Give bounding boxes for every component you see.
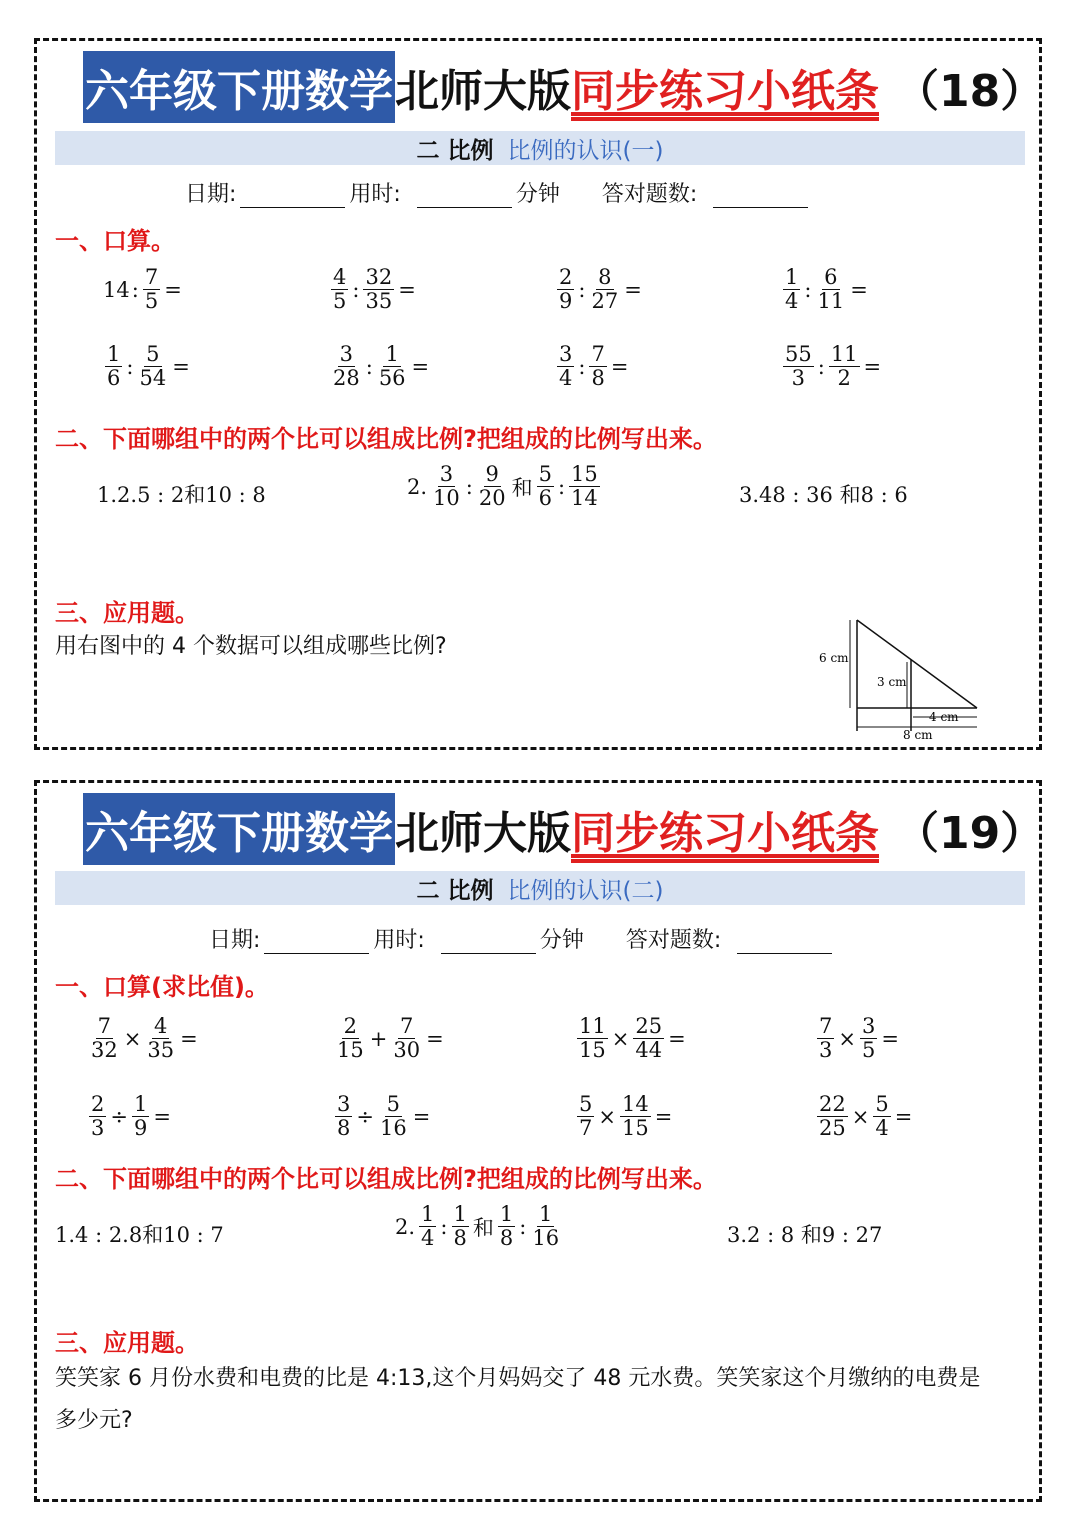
section-3-heading: 三、应用题。 — [55, 1329, 199, 1357]
operator: = — [610, 354, 629, 379]
date-blank[interactable] — [240, 185, 345, 208]
calc-problem — [815, 1093, 914, 1140]
fraction: $\frac{3}{4}$ — [559, 342, 573, 391]
time-label: 用时: — [349, 182, 401, 207]
fraction: $\frac{1}{6}$ — [107, 342, 121, 391]
correct-label: 答对题数: — [625, 928, 722, 953]
operator: : — [131, 277, 139, 302]
fraction: $\frac{1}{16}$ — [532, 1202, 560, 1251]
operator: = — [411, 354, 430, 379]
fraction: $\frac{1}{9}$ — [133, 1092, 148, 1141]
operator: : — [557, 474, 566, 499]
fraction: $\frac{1}{56}$ — [378, 342, 406, 391]
calc-problem — [329, 266, 418, 313]
calc-problem — [329, 343, 431, 390]
calc-problem — [575, 1015, 688, 1062]
operator: : — [519, 1214, 527, 1239]
ratio-item-2 — [405, 463, 602, 510]
calc-problem — [333, 1093, 432, 1140]
fraction: $\frac{3}{10}$ — [433, 462, 460, 511]
ratio-item-3: 3.48 : 36 和8 : 6 — [739, 483, 908, 507]
unit-label: 二 比例 — [416, 137, 494, 164]
operator: : — [440, 1214, 448, 1239]
operator: × — [611, 1026, 630, 1051]
operator: : — [465, 474, 473, 499]
operator: = — [850, 277, 868, 302]
operator: × — [838, 1026, 856, 1051]
fraction: $\frac{32}{35}$ — [365, 265, 393, 314]
ratio-item-1: 1.4 : 2.8和10 : 7 — [55, 1223, 224, 1247]
operator: : — [126, 354, 134, 379]
operator: = — [654, 1104, 673, 1129]
section-2-heading: 二、下面哪组中的两个比可以组成比例?把组成的比例写出来。 — [55, 1165, 717, 1193]
operator: = — [624, 277, 642, 302]
correct-blank[interactable] — [713, 185, 808, 208]
ratio-item-2 — [393, 1203, 563, 1250]
worksheet-card-18 — [34, 38, 1045, 750]
operator: × — [851, 1104, 870, 1129]
fraction: $\frac{4}{35}$ — [147, 1014, 175, 1063]
operator: : — [365, 354, 373, 379]
figure-label-4cm: 4 cm — [929, 710, 959, 724]
fraction: $\frac{7}{30}$ — [393, 1014, 421, 1063]
fraction: $\frac{14}{15}$ — [621, 1092, 649, 1141]
fraction: $\frac{22}{25}$ — [819, 1092, 846, 1141]
operator: : — [352, 277, 360, 302]
lesson-band — [55, 871, 1025, 905]
calc-problem — [87, 1093, 173, 1140]
operator: 2. — [407, 474, 428, 499]
fraction: $\frac{15}{14}$ — [571, 462, 598, 511]
operator: ÷ — [356, 1104, 374, 1129]
ratio-item-3: 3.2 : 8 和9 : 27 — [727, 1223, 883, 1247]
fraction: $\frac{2}{3}$ — [91, 1092, 105, 1141]
calc-problem — [103, 266, 184, 313]
operator: = — [172, 354, 190, 379]
fraction: $\frac{7}{8}$ — [591, 342, 605, 391]
operator: = — [668, 1026, 686, 1051]
triangle-figure — [817, 616, 997, 746]
fraction: $\frac{2}{9}$ — [559, 265, 573, 314]
operator: × — [123, 1026, 142, 1051]
worksheet-card-19 — [34, 780, 1045, 1502]
fraction: $\frac{25}{44}$ — [635, 1014, 663, 1063]
operator: 和 — [472, 1215, 494, 1240]
calc-problem — [333, 1015, 446, 1062]
correct-label: 答对题数: — [601, 182, 698, 207]
minutes-label: 分钟 — [539, 928, 584, 953]
operator: = — [398, 277, 416, 302]
fraction: $\frac{11}{15}$ — [579, 1014, 606, 1063]
calc-problem — [575, 1093, 674, 1140]
operator: = — [180, 1026, 198, 1051]
title-number: （19） — [895, 808, 1045, 859]
fraction: $\frac{7}{5}$ — [144, 265, 159, 314]
time-blank[interactable] — [441, 931, 536, 954]
operator: = — [881, 1026, 899, 1051]
fraction: $\frac{1}{8}$ — [499, 1202, 514, 1251]
fraction: $\frac{5}{16}$ — [379, 1092, 407, 1141]
fraction: $\frac{5}{7}$ — [579, 1092, 593, 1141]
operator: : — [804, 277, 812, 302]
calc-problem — [555, 343, 630, 390]
correct-blank[interactable] — [737, 931, 832, 954]
title-edition: 北师大版 — [395, 66, 571, 117]
unit-label: 二 比例 — [416, 877, 494, 904]
worksheet-title — [83, 793, 1044, 865]
title-series: 同步练习小纸条 — [571, 66, 879, 117]
section-1-heading: 一、口算(求比值)。 — [55, 973, 269, 1001]
operator: = — [153, 1104, 171, 1129]
fraction: $\frac{1}{4}$ — [785, 265, 799, 314]
fraction: $\frac{5}{4}$ — [875, 1092, 889, 1141]
calc-problem — [87, 1015, 200, 1062]
word-problem-line-2: 多少元? — [55, 1408, 133, 1433]
fraction: $\frac{5}{54}$ — [139, 342, 167, 391]
figure-label-8cm: 8 cm — [903, 728, 933, 742]
section-3-heading: 三、应用题。 — [55, 599, 199, 627]
title-series: 同步练习小纸条 — [571, 808, 879, 859]
operator: : — [578, 277, 586, 302]
title-grade: 六年级下册数学 — [83, 793, 395, 865]
figure-label-3cm: 3 cm — [877, 675, 907, 689]
title-edition: 北师大版 — [395, 808, 571, 859]
fraction: $\frac{7}{32}$ — [91, 1014, 118, 1063]
section-2-heading: 二、下面哪组中的两个比可以组成比例?把组成的比例写出来。 — [55, 425, 717, 453]
fraction: $\frac{55}{3}$ — [785, 342, 812, 391]
date-label: 日期: — [185, 182, 237, 207]
fraction: $\frac{1}{8}$ — [453, 1202, 467, 1251]
date-blank[interactable] — [264, 931, 369, 954]
fraction: $\frac{3}{28}$ — [333, 342, 360, 391]
word-problem-line-1: 笑笑家 6 月份水费和电费的比是 4:13,这个月妈妈交了 48 元水费。笑笑家这个月缴纳的电费是 — [55, 1366, 981, 1391]
operator: = — [412, 1104, 431, 1129]
operator: = — [426, 1026, 444, 1051]
title-number: （18） — [895, 66, 1045, 117]
calc-problem — [555, 266, 644, 313]
figure-label-6cm: 6 cm — [819, 651, 849, 665]
minutes-label: 分钟 — [515, 182, 560, 207]
operator: : — [817, 354, 825, 379]
meta-line — [185, 177, 812, 208]
lesson-label: 比例的认识(一) — [507, 137, 664, 164]
fraction: $\frac{11}{2}$ — [830, 342, 858, 391]
fraction: $\frac{7}{3}$ — [819, 1014, 833, 1063]
operator: + — [369, 1026, 388, 1051]
time-blank[interactable] — [417, 185, 512, 208]
lesson-label: 比例的认识(二) — [507, 877, 664, 904]
operator: ÷ — [110, 1104, 128, 1129]
fraction: $\frac{4}{5}$ — [333, 265, 347, 314]
fraction: $\frac{3}{8}$ — [337, 1092, 351, 1141]
fraction: $\frac{5}{6}$ — [538, 462, 552, 511]
word-problem: 用右图中的 4 个数据可以组成哪些比例? — [55, 634, 447, 659]
operator: × — [598, 1104, 616, 1129]
worksheet-title — [83, 51, 1044, 123]
section-1-heading: 一、口算。 — [55, 227, 175, 255]
operator: 和 — [511, 475, 533, 500]
operator: = — [863, 354, 882, 379]
ratio-item-1: 1.2.5 : 2和10 : 8 — [97, 483, 266, 507]
operator: = — [164, 277, 182, 302]
fraction: $\frac{8}{27}$ — [591, 265, 619, 314]
operator: = — [894, 1104, 913, 1129]
fraction: $\frac{2}{15}$ — [337, 1014, 364, 1063]
fraction: $\frac{6}{11}$ — [817, 265, 845, 314]
lesson-band — [55, 131, 1025, 165]
fraction: $\frac{1}{4}$ — [421, 1202, 435, 1251]
operator: : — [578, 354, 586, 379]
date-label: 日期: — [209, 928, 261, 953]
meta-line — [209, 923, 836, 954]
calc-problem — [781, 343, 883, 390]
calc-problem — [103, 343, 192, 390]
fraction: $\frac{9}{20}$ — [478, 462, 506, 511]
calc-problem — [815, 1015, 901, 1062]
whole-number: 14 — [103, 277, 130, 302]
calc-problem — [781, 266, 870, 313]
time-label: 用时: — [373, 928, 425, 953]
title-grade: 六年级下册数学 — [83, 51, 395, 123]
fraction: $\frac{3}{5}$ — [861, 1014, 876, 1063]
operator: 2. — [395, 1214, 416, 1239]
